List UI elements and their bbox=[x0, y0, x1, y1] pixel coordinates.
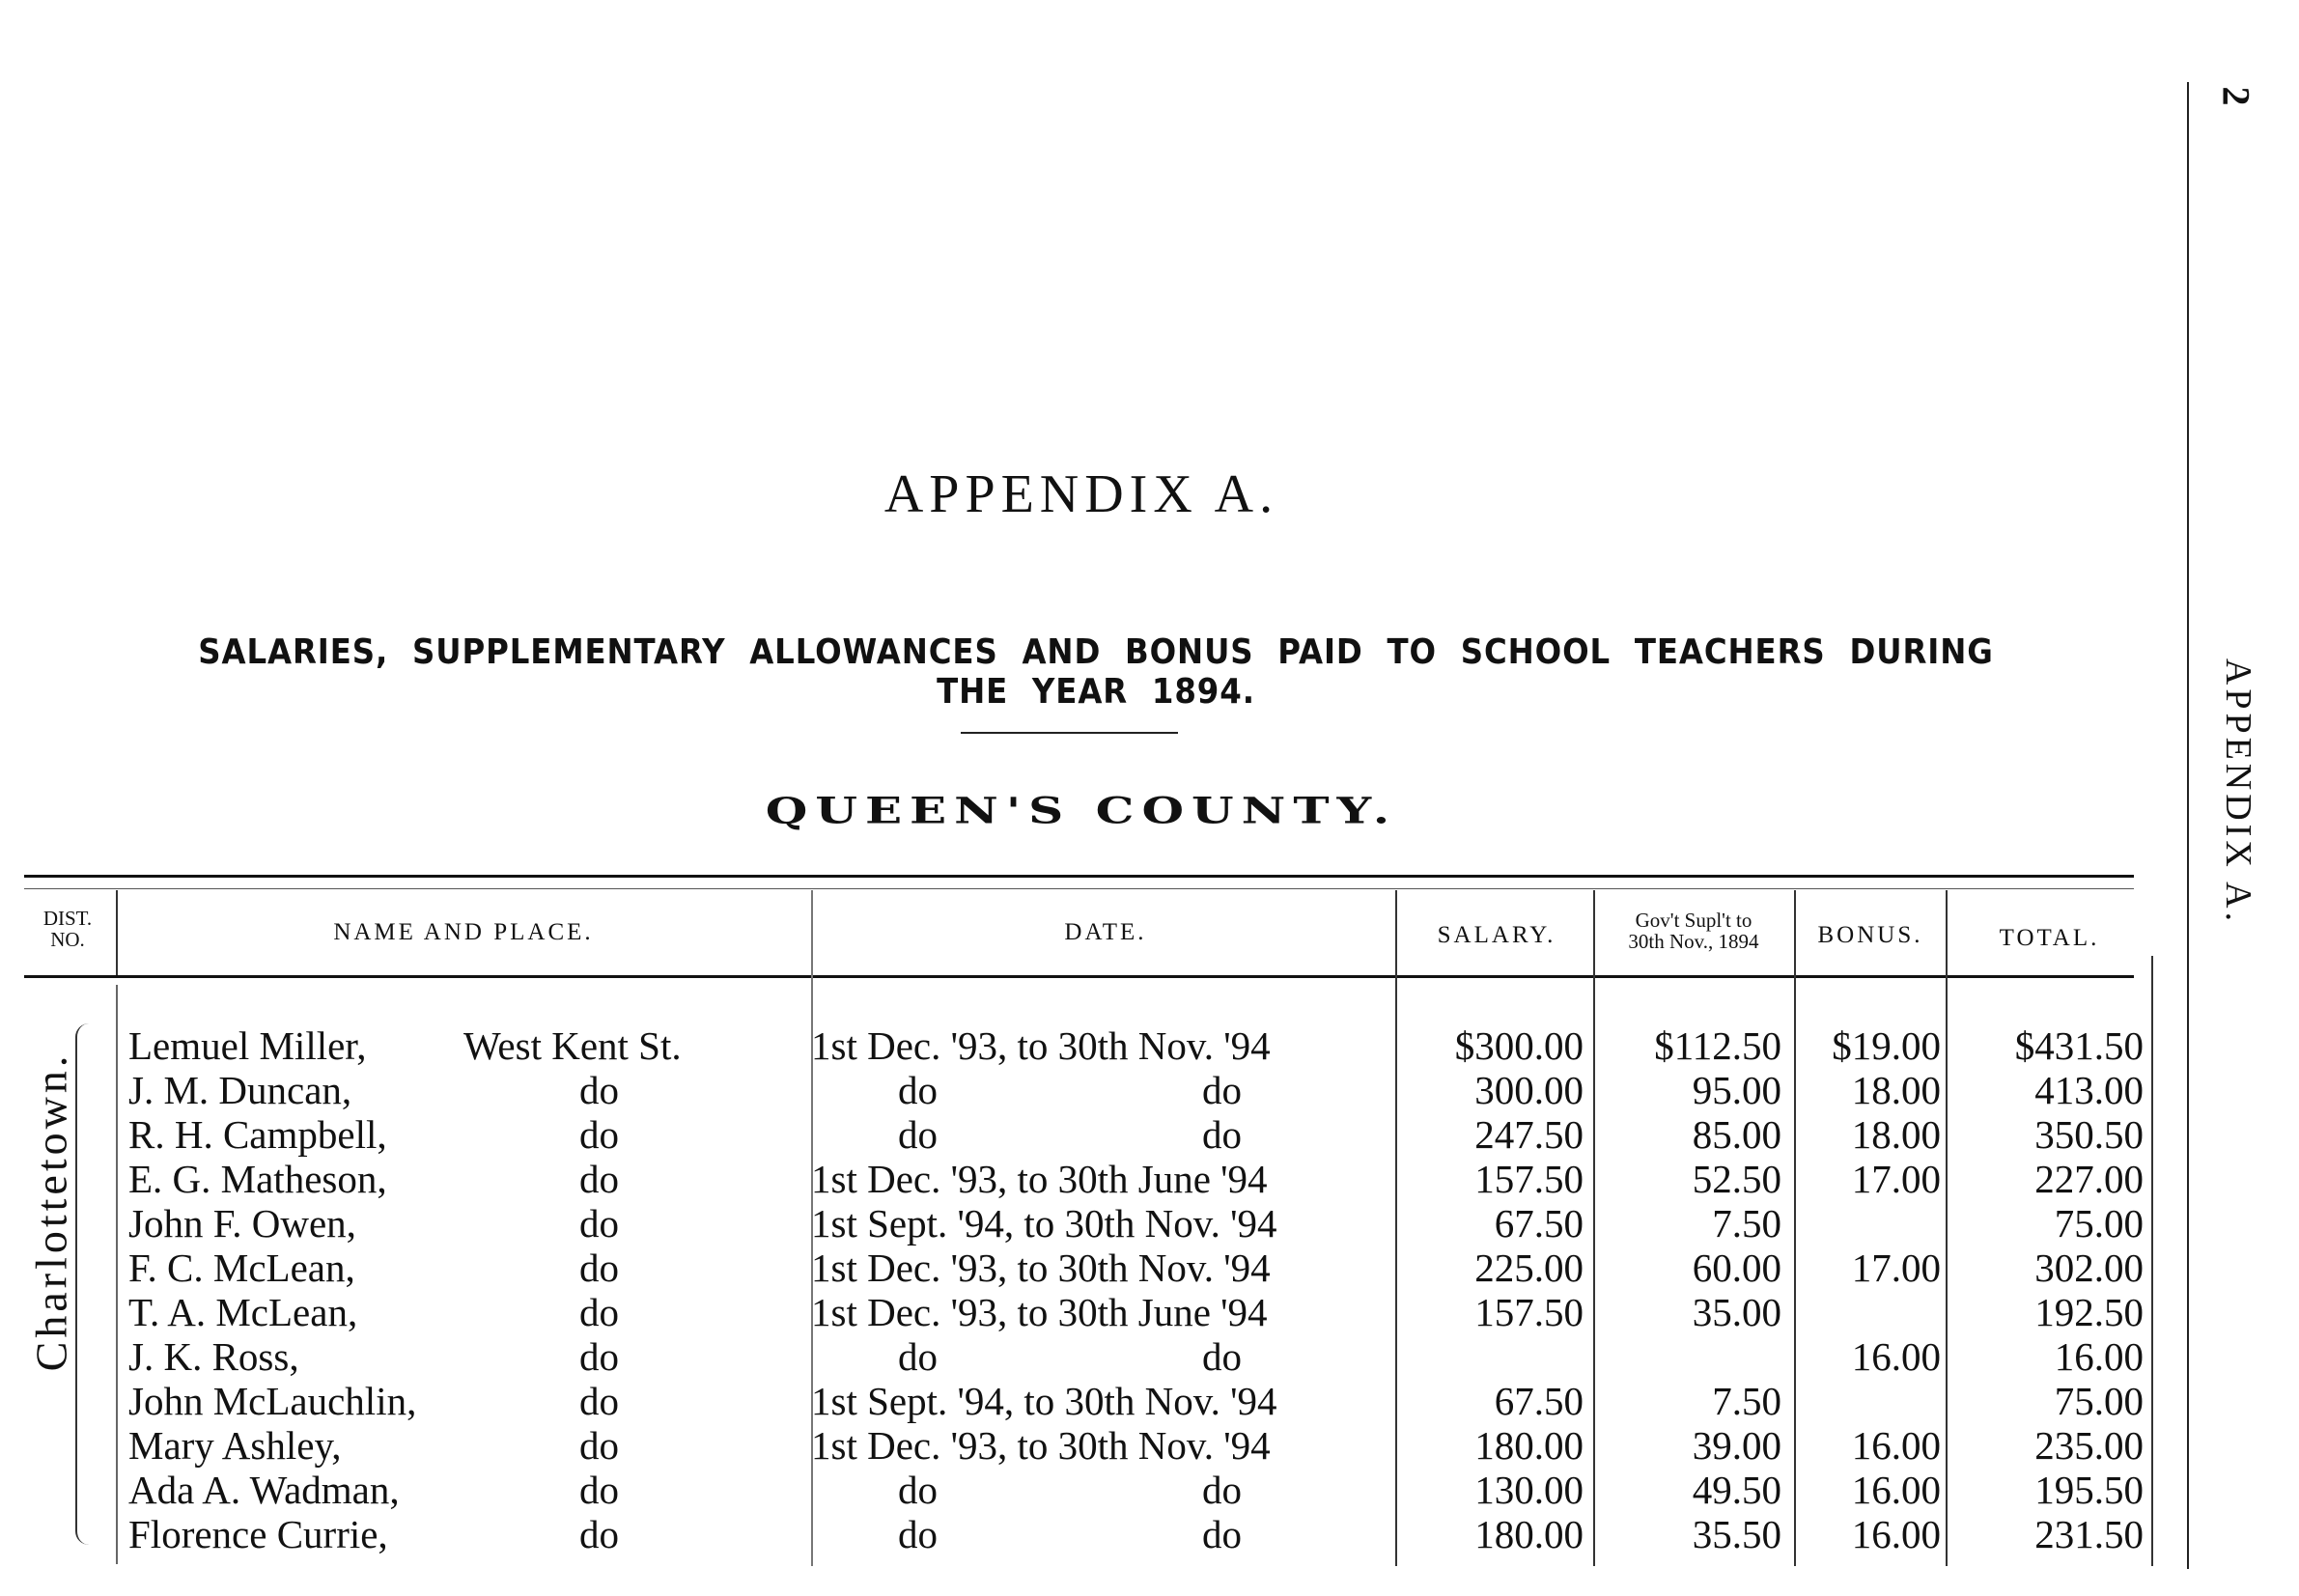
salary-value: 300.00 bbox=[1474, 1068, 1584, 1112]
teacher-place: do bbox=[579, 1512, 619, 1556]
county-heading: QUEEN'S COUNTY. bbox=[765, 789, 1398, 832]
table-row bbox=[0, 1512, 2163, 1556]
total-value: 195.50 bbox=[2034, 1468, 2144, 1512]
table-row bbox=[0, 1468, 2163, 1512]
bonus-value: $19.00 bbox=[1832, 1023, 1941, 1068]
teacher-name: John McLauchlin, bbox=[128, 1379, 417, 1423]
gov-supplement-value: 85.00 bbox=[1692, 1112, 1781, 1157]
date-range: 1st Dec. '93, to 30th Nov. '94 bbox=[811, 1423, 1271, 1468]
date-range: 1st Dec. '93, to 30th June '94 bbox=[811, 1157, 1268, 1201]
teacher-name: J. M. Duncan, bbox=[128, 1068, 352, 1112]
side-running-head: APPENDIX A. bbox=[2218, 658, 2258, 926]
teacher-place: do bbox=[579, 1246, 619, 1290]
date-ditto-start: do bbox=[898, 1068, 938, 1112]
total-value: 231.50 bbox=[2034, 1512, 2144, 1556]
gov-supplement-value: 35.50 bbox=[1692, 1512, 1781, 1556]
bonus-value: 16.00 bbox=[1851, 1512, 1941, 1556]
teacher-place: do bbox=[579, 1290, 619, 1334]
table-row bbox=[0, 1112, 2163, 1157]
bonus-value: 16.00 bbox=[1851, 1334, 1941, 1379]
table-row bbox=[0, 1201, 2163, 1246]
salary-value: 67.50 bbox=[1494, 1379, 1584, 1423]
teacher-name: F. C. McLean, bbox=[128, 1246, 355, 1290]
header-dist-no bbox=[24, 908, 111, 950]
table-row bbox=[0, 1423, 2163, 1468]
date-ditto-start: do bbox=[898, 1468, 938, 1512]
header-gov-line1: Gov't Supl't to bbox=[1635, 909, 1752, 932]
teacher-name: T. A. McLean, bbox=[128, 1290, 358, 1334]
salary-value: 225.00 bbox=[1474, 1246, 1584, 1290]
header-date: DATE. bbox=[1064, 919, 1147, 945]
district-label: Charlottetown. bbox=[26, 1051, 76, 1372]
salary-value: 247.50 bbox=[1474, 1112, 1584, 1157]
teacher-name: Florence Currie, bbox=[128, 1512, 388, 1556]
date-ditto-start: do bbox=[898, 1512, 938, 1556]
table-row bbox=[0, 1334, 2163, 1379]
date-range: 1st Sept. '94, to 30th Nov. '94 bbox=[811, 1201, 1277, 1246]
total-value: 413.00 bbox=[2034, 1068, 2144, 1112]
teacher-place: do bbox=[579, 1423, 619, 1468]
teacher-place: do bbox=[579, 1468, 619, 1512]
gov-supplement-value: 95.00 bbox=[1692, 1068, 1781, 1112]
bonus-value: 16.00 bbox=[1851, 1423, 1941, 1468]
teacher-place: West Kent St. bbox=[463, 1023, 682, 1068]
header-dist-line2: NO. bbox=[50, 928, 85, 951]
bonus-value: 18.00 bbox=[1851, 1112, 1941, 1157]
date-ditto-end: do bbox=[1202, 1068, 1242, 1112]
table-row bbox=[0, 1023, 2163, 1068]
gov-supplement-value: $112.50 bbox=[1654, 1023, 1781, 1068]
gov-supplement-value: 39.00 bbox=[1692, 1423, 1781, 1468]
total-value: 350.50 bbox=[2034, 1112, 2144, 1157]
bonus-value: 16.00 bbox=[1851, 1468, 1941, 1512]
salary-value: 130.00 bbox=[1474, 1468, 1584, 1512]
teacher-name: R. H. Campbell, bbox=[128, 1112, 387, 1157]
date-range: 1st Dec. '93, to 30th June '94 bbox=[811, 1290, 1268, 1334]
salary-value: 180.00 bbox=[1474, 1512, 1584, 1556]
total-value: 235.00 bbox=[2034, 1423, 2144, 1468]
title-divider bbox=[961, 732, 1178, 734]
table-row bbox=[0, 1068, 2163, 1112]
teacher-name: Lemuel Miller, bbox=[128, 1023, 367, 1068]
salary-value: 67.50 bbox=[1494, 1201, 1584, 1246]
total-value: 75.00 bbox=[2054, 1201, 2144, 1246]
salary-value: 157.50 bbox=[1474, 1290, 1584, 1334]
date-ditto-end: do bbox=[1202, 1512, 1242, 1556]
gov-supplement-value: 60.00 bbox=[1692, 1246, 1781, 1290]
teacher-place: do bbox=[579, 1379, 619, 1423]
total-value: 75.00 bbox=[2054, 1379, 2144, 1423]
bonus-value: 17.00 bbox=[1851, 1246, 1941, 1290]
gov-supplement-value: 7.50 bbox=[1712, 1201, 1781, 1246]
gov-supplement-value: 49.50 bbox=[1692, 1468, 1781, 1512]
salary-value: 180.00 bbox=[1474, 1423, 1584, 1468]
salary-value: 157.50 bbox=[1474, 1157, 1584, 1201]
date-range: 1st Dec. '93, to 30th Nov. '94 bbox=[811, 1246, 1271, 1290]
teacher-place: do bbox=[579, 1068, 619, 1112]
col-divider-dist bbox=[116, 890, 118, 975]
teacher-place: do bbox=[579, 1112, 619, 1157]
page-title: APPENDIX A. bbox=[883, 464, 1279, 524]
salary-value: $300.00 bbox=[1454, 1023, 1584, 1068]
teacher-name: Mary Ashley, bbox=[128, 1423, 342, 1468]
page-number: 2 bbox=[2214, 86, 2258, 106]
page-subtitle: SALARIES, SUPPLEMENTARY ALLOWANCES AND BONUS PAID TO SCHOOL TEACHERS DURING THE YEAR 1894. bbox=[198, 632, 1994, 712]
table-top-rule-thick bbox=[24, 875, 2134, 878]
date-range: 1st Sept. '94, to 30th Nov. '94 bbox=[811, 1379, 1277, 1423]
teacher-name: John F. Owen, bbox=[128, 1201, 356, 1246]
date-ditto-end: do bbox=[1202, 1334, 1242, 1379]
table-row bbox=[0, 1290, 2163, 1334]
date-range: 1st Dec. '93, to 30th Nov. '94 bbox=[811, 1023, 1271, 1068]
teacher-name: Ada A. Wadman, bbox=[128, 1468, 400, 1512]
header-bonus: BONUS. bbox=[1817, 922, 1923, 948]
date-ditto-start: do bbox=[898, 1112, 938, 1157]
header-total: TOTAL. bbox=[1999, 925, 2100, 951]
bonus-value: 18.00 bbox=[1851, 1068, 1941, 1112]
header-salary: SALARY. bbox=[1437, 922, 1556, 948]
header-name-place: NAME AND PLACE. bbox=[333, 919, 594, 945]
table-row bbox=[0, 1379, 2163, 1423]
table-header-bottom-rule bbox=[24, 975, 2134, 978]
gov-supplement-value: 52.50 bbox=[1692, 1157, 1781, 1201]
teacher-name: J. K. Ross, bbox=[128, 1334, 299, 1379]
table-row bbox=[0, 1246, 2163, 1290]
gov-supplement-value: 35.00 bbox=[1692, 1290, 1781, 1334]
total-value: 302.00 bbox=[2034, 1246, 2144, 1290]
teacher-name: E. G. Matheson, bbox=[128, 1157, 387, 1201]
total-value: 192.50 bbox=[2034, 1290, 2144, 1334]
date-ditto-end: do bbox=[1202, 1468, 1242, 1512]
header-dist-line1: DIST. bbox=[42, 907, 93, 930]
total-value: 227.00 bbox=[2034, 1157, 2144, 1201]
header-gov-line2: 30th Nov., 1894 bbox=[1628, 930, 1759, 953]
teacher-place: do bbox=[579, 1201, 619, 1246]
table-top-rule-thin bbox=[24, 888, 2134, 889]
table-row bbox=[0, 1157, 2163, 1201]
total-value: 16.00 bbox=[2054, 1334, 2144, 1379]
right-margin-rule bbox=[2187, 82, 2189, 1569]
gov-supplement-value: 7.50 bbox=[1712, 1379, 1781, 1423]
date-ditto-start: do bbox=[898, 1334, 938, 1379]
total-value: $431.50 bbox=[2014, 1023, 2144, 1068]
teacher-place: do bbox=[579, 1157, 619, 1201]
date-ditto-end: do bbox=[1202, 1112, 1242, 1157]
teacher-place: do bbox=[579, 1334, 619, 1379]
bonus-value: 17.00 bbox=[1851, 1157, 1941, 1201]
header-gov-supplement bbox=[1597, 910, 1790, 952]
